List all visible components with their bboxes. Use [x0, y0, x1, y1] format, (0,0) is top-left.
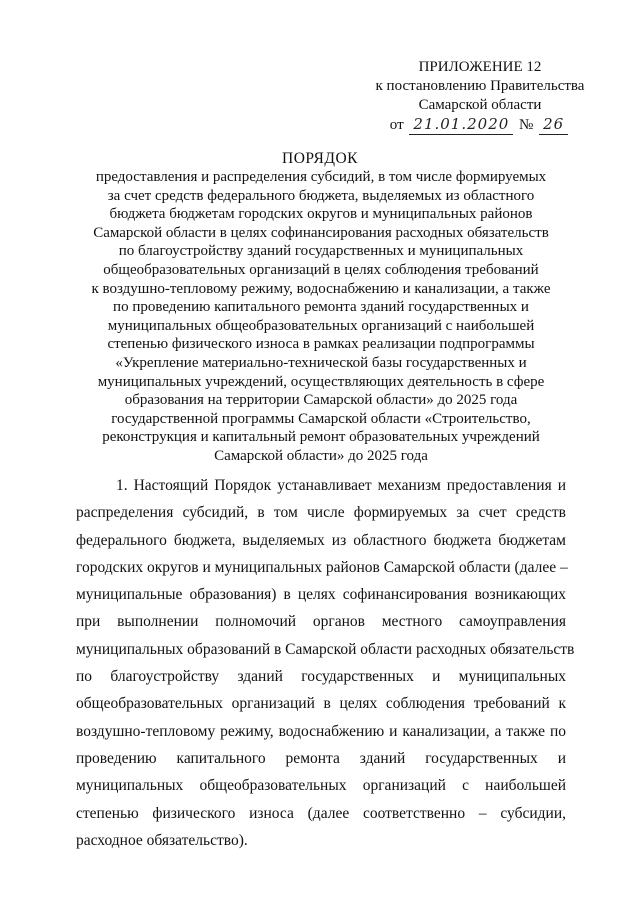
subtitle-line: Самарской области в целях софинансирования расходных обязательств	[93, 224, 549, 241]
subtitle-line: предоставления и распределения субсидий, в том числе формируемых	[95, 169, 547, 185]
subtitle-line: общеобразовательных организаций в целях соблюдения требований	[103, 261, 539, 278]
body-line: распределения субсидий, в том числе формируемых за счет средств	[76, 504, 566, 522]
appendix-line-region: Самарской области	[418, 97, 542, 113]
handwritten-date: 21.01.2020	[409, 115, 513, 135]
subtitle-line: за счет средств федерального бюджета, выделяемых из областного	[107, 187, 535, 204]
handwritten-number: 26	[539, 115, 568, 135]
body-line: степенью физического износа (далее соответственно – субсидии,	[76, 804, 566, 822]
body-line: муниципальных общеобразовательных организаций с наибольшей	[76, 777, 566, 795]
body-line: муниципальных образований в Самарской области расходных обязательств	[76, 640, 575, 658]
appendix-date-line	[370, 115, 590, 135]
body-line: расходное обязательство).	[76, 831, 248, 849]
body-line: муниципальные образования) в целях софинансирования возникающих	[76, 586, 566, 604]
subtitle-line: степенью физического износа в рамках реализации подпрограммы	[107, 336, 535, 353]
body-line: федерального бюджета, выделяемых из областного бюджета бюджетам	[76, 531, 566, 549]
subtitle-line: бюджета бюджетам городских округов и муниципальных районов	[109, 206, 533, 223]
subtitle-line: по проведению капитального ремонта зданий государственных и	[113, 299, 529, 316]
subtitle-line: «Укрепление материально-технической базы государственных и	[115, 354, 527, 371]
subtitle-line: муниципальных общеобразовательных организаций с наибольшей	[107, 317, 535, 334]
body-line: 1. Настоящий Порядок устанавливает механизм предоставления и	[116, 477, 566, 494]
subtitle-line: образования на территории Самарской области» до 2025 года	[124, 392, 518, 409]
subtitle-line: по благоустройству зданий государственных и муниципальных	[118, 243, 524, 260]
body-line: общеобразовательных организаций в целях соблюдения требований к	[76, 695, 566, 713]
subtitle-line: Самарской области» до 2025 года	[214, 447, 428, 464]
number-prefix: №	[519, 117, 534, 133]
document-body	[76, 472, 575, 854]
document-title: ПОРЯДОК	[282, 150, 358, 167]
document-subtitle	[76, 168, 566, 466]
subtitle-line: государственной программы Самарской области «Строительство,	[111, 410, 531, 427]
appendix-line-resolution: к постановлению Правительства	[375, 78, 585, 94]
appendix-title: ПРИЛОЖЕНИЕ 12	[418, 59, 542, 75]
body-line: по благоустройству зданий государственных и муниципальных	[76, 668, 566, 686]
subtitle-line: реконструкция и капитальный ремонт образовательных учреждений	[102, 429, 540, 446]
date-prefix: от	[389, 117, 404, 133]
body-line: городских округов и муниципальных районов Самарской области (далее –	[76, 558, 568, 576]
body-line: при выполнении полномочий органов местного самоуправления	[76, 613, 566, 631]
appendix-header	[370, 58, 590, 135]
body-line: проведению капитального ремонта зданий государственных и	[76, 749, 566, 767]
subtitle-line: к воздушно-тепловому режиму, водоснабжению и канализации, а также	[91, 280, 551, 297]
subtitle-line: муниципальных учреждений, осуществляющих деятельность в сфере	[97, 373, 545, 390]
body-line: воздушно-тепловому режиму, водоснабжению и канализации, а также по	[76, 722, 566, 740]
